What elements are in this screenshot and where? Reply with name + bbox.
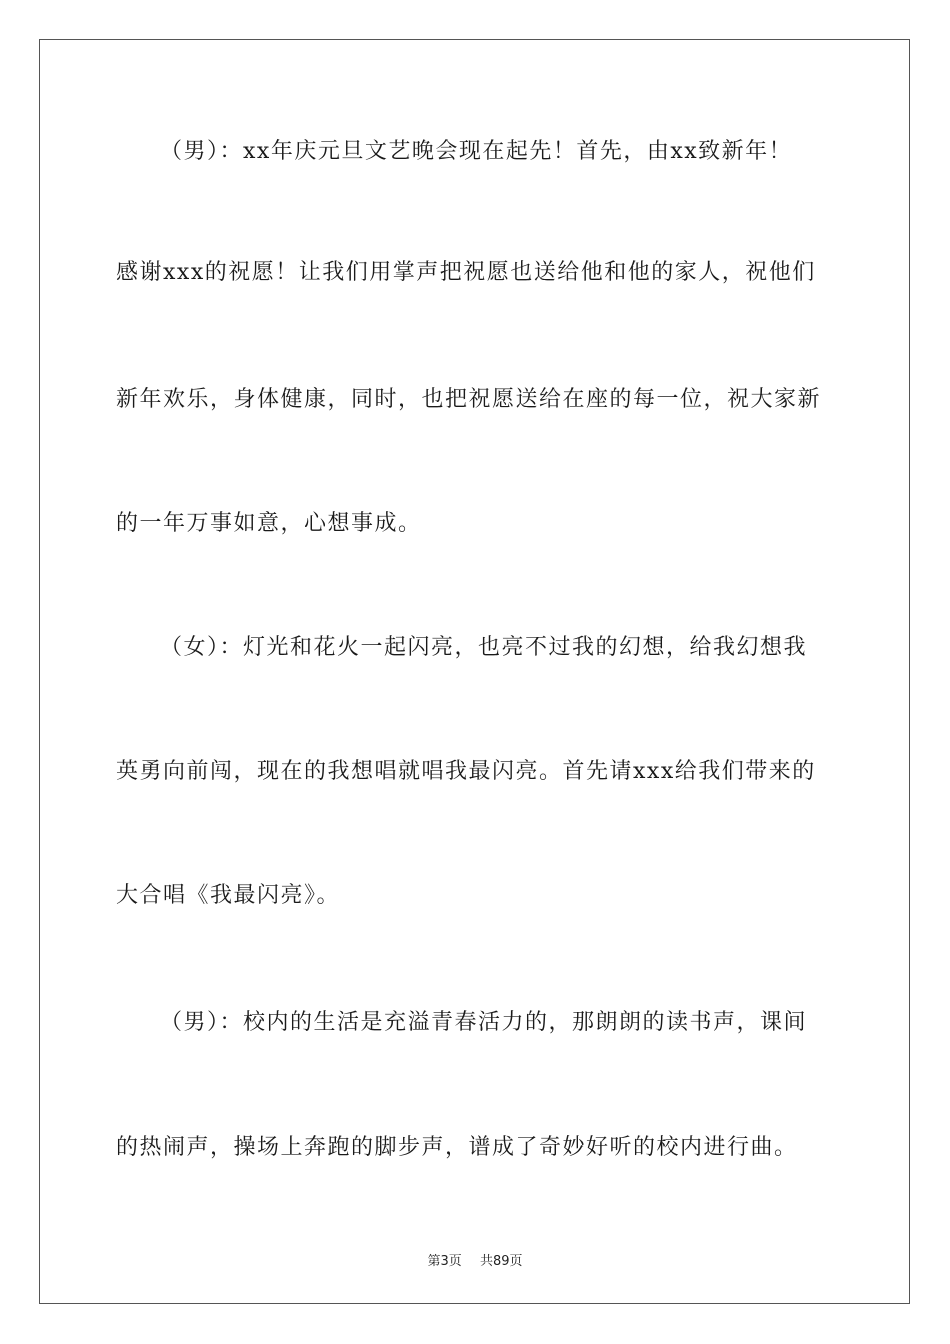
paragraph-line: 英勇向前闯，现在的我想唱就唱我最闪亮。首先请xxx给我们带来的 bbox=[116, 759, 816, 784]
paragraph-line: 大合唱《我最闪亮》。 bbox=[116, 883, 341, 908]
paragraph-line: （男）：校内的生活是充溢青春活力的，那朗朗的读书声，课间 bbox=[160, 1010, 808, 1035]
page-number: 第3页 bbox=[427, 1254, 462, 1269]
page-total: 共89页 bbox=[479, 1254, 523, 1269]
paragraph-line: 新年欢乐，身体健康，同时，也把祝愿送给在座的每一位，祝大家新 bbox=[116, 387, 822, 412]
paragraph-line: 的一年万事如意，心想事成。 bbox=[116, 511, 422, 536]
page-border bbox=[39, 39, 910, 1304]
paragraph-line: 的热闹声，操场上奔跑的脚步声，谱成了奇妙好听的校内进行曲。 bbox=[116, 1135, 798, 1160]
paragraph-line: 感谢xxx的祝愿！让我们用掌声把祝愿也送给他和他的家人，祝他们 bbox=[116, 260, 816, 285]
paragraph-line: （女）：灯光和花火一起闪亮，也亮不过我的幻想，给我幻想我 bbox=[160, 635, 808, 660]
page-footer bbox=[0, 1250, 950, 1269]
paragraph-line: （男）：xx年庆元旦文艺晚会现在起先！首先，由xx致新年！ bbox=[160, 139, 793, 164]
